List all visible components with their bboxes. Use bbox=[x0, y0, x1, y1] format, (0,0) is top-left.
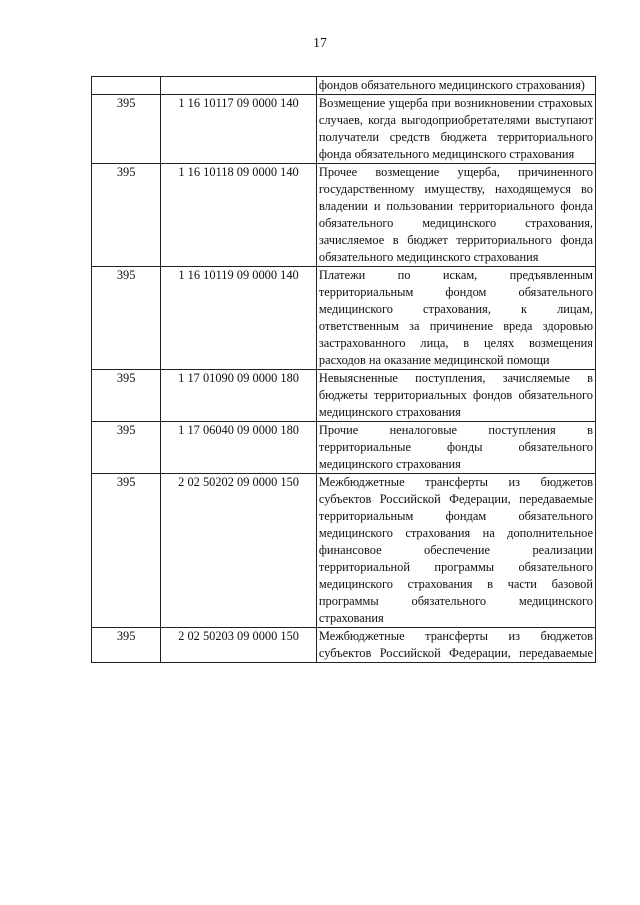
budget-code-cell: 1 16 10119 09 0000 140 bbox=[161, 267, 317, 370]
admin-code-cell: 395 bbox=[92, 370, 161, 422]
budget-codes-table bbox=[91, 76, 596, 663]
admin-code-cell: 395 bbox=[92, 422, 161, 474]
admin-code-cell: 395 bbox=[92, 267, 161, 370]
income-name-cell: Невыясненные поступления, зачисляемые в бюджеты территориальных фондов обязательного медицинского страхования bbox=[316, 370, 595, 422]
table-row bbox=[92, 95, 596, 164]
admin-code-cell: 395 bbox=[92, 628, 161, 663]
income-name-cell: фондов обязательного медицинского страхования) bbox=[316, 77, 595, 95]
table-row bbox=[92, 474, 596, 628]
table-row bbox=[92, 164, 596, 267]
budget-code-cell: 1 17 06040 09 0000 180 bbox=[161, 422, 317, 474]
income-name-cell: Прочее возмещение ущерба, причиненного государственному имуществу, находящемуся во владении и пользовании территориального фонда обязательного медицинского страхования, зачисляемое в бюджет территориального фонда обязательного медицинского страхования bbox=[316, 164, 595, 267]
income-name-cell: Платежи по искам, предъявленным территориальным фондом обязательного медицинского страхования, к лицам, ответственным за причинение вреда здоровью застрахованного лица, в целях возмещения расходов на оказание медицинской помощи bbox=[316, 267, 595, 370]
income-name-cell: Межбюджетные трансферты из бюджетов субъектов Российской Федерации, передаваемые территориальным фондам обязательного медицинского страхования на дополнительное финансовое обеспечение реализации территориальной программы обязательного медицинского страхования в части базовой программы обязательного медицинского страхования bbox=[316, 474, 595, 628]
budget-code-cell: 1 16 10118 09 0000 140 bbox=[161, 164, 317, 267]
income-name-cell: Возмещение ущерба при возникновении страховых случаев, когда выгодоприобретателями выступают получатели средств бюджета территориального фонда обязательного медицинского страхования bbox=[316, 95, 595, 164]
table-row bbox=[92, 267, 596, 370]
budget-code-cell: 2 02 50203 09 0000 150 bbox=[161, 628, 317, 663]
table-row bbox=[92, 628, 596, 663]
table-row bbox=[92, 77, 596, 95]
admin-code-cell: 395 bbox=[92, 95, 161, 164]
budget-code-cell: 2 02 50202 09 0000 150 bbox=[161, 474, 317, 628]
table-row bbox=[92, 422, 596, 474]
budget-code-cell: 1 17 01090 09 0000 180 bbox=[161, 370, 317, 422]
income-name-cell: Межбюджетные трансферты из бюджетов субъектов Российской Федерации, передаваемые bbox=[316, 628, 595, 663]
budget-code-cell: 1 16 10117 09 0000 140 bbox=[161, 95, 317, 164]
income-name-cell: Прочие неналоговые поступления в территориальные фонды обязательного медицинского страхования bbox=[316, 422, 595, 474]
page-number: 17 bbox=[313, 36, 327, 51]
admin-code-cell: 395 bbox=[92, 164, 161, 267]
admin-code-cell bbox=[92, 77, 161, 95]
budget-code-cell bbox=[161, 77, 317, 95]
table-row bbox=[92, 370, 596, 422]
admin-code-cell: 395 bbox=[92, 474, 161, 628]
